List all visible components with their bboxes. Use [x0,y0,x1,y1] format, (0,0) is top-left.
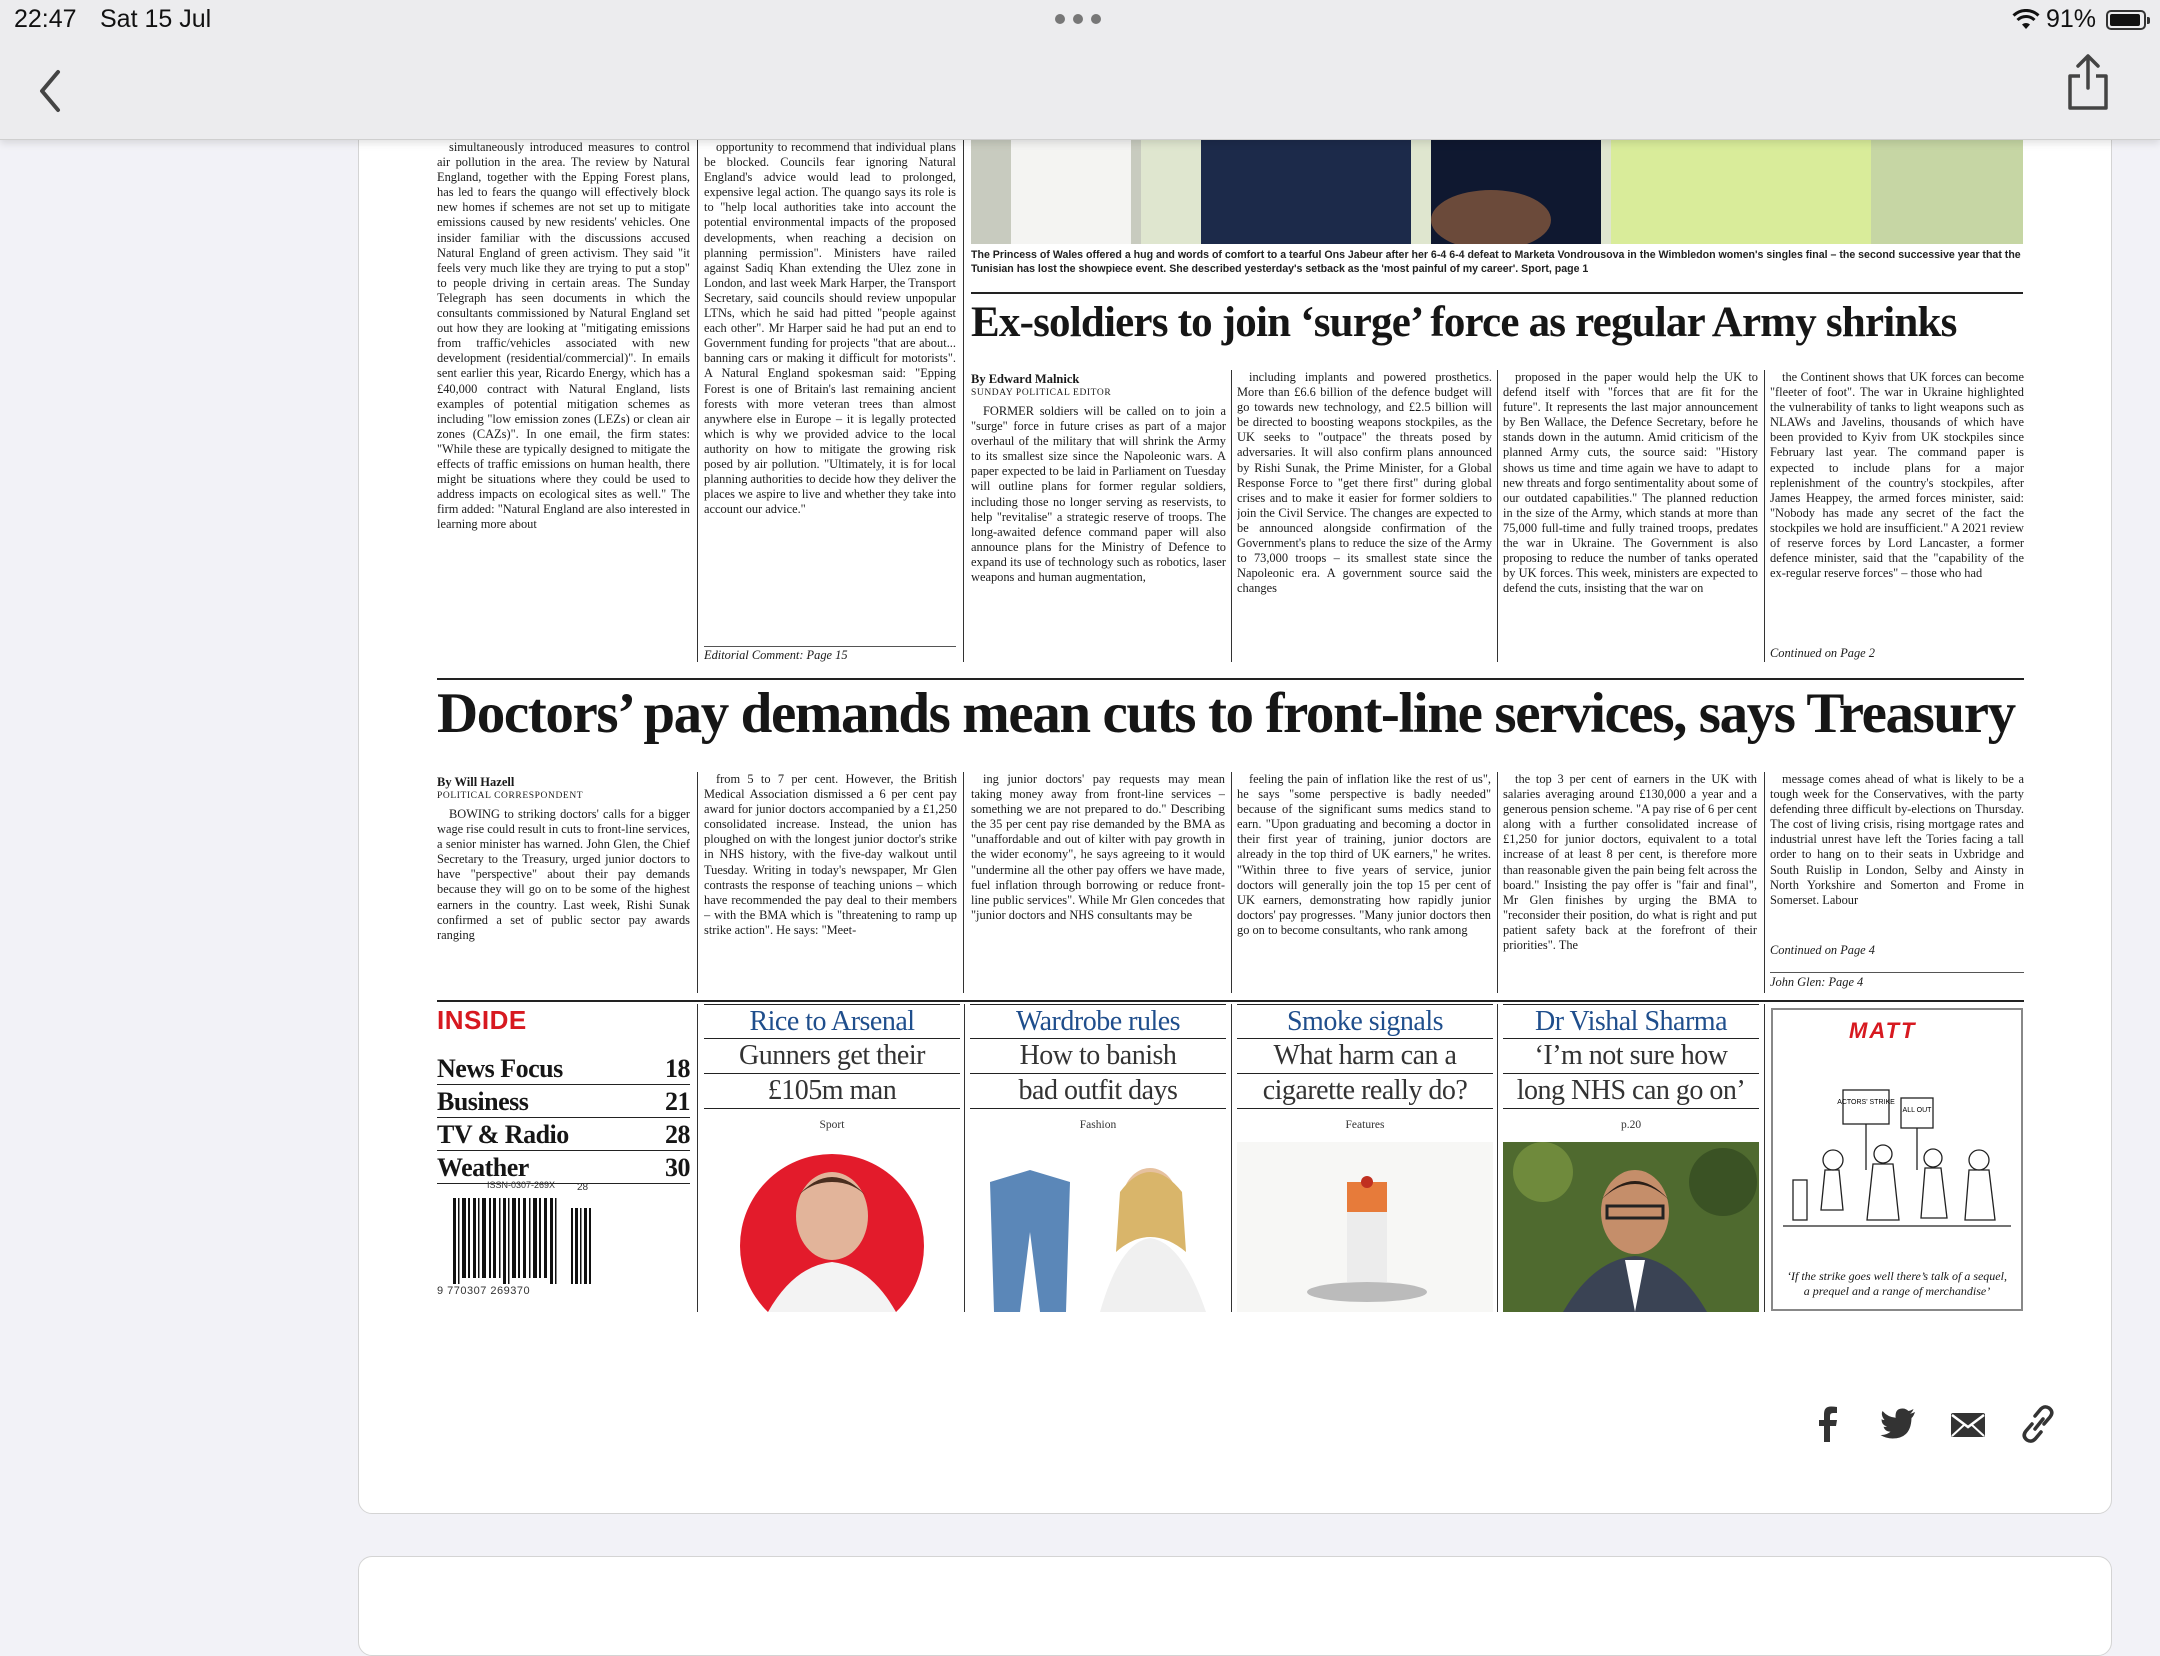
column-rule [697,1004,698,1312]
cartoon-artist: MATT [1849,1018,1917,1043]
link-icon[interactable] [2018,1404,2058,1444]
teaser-subtitle: cigarette really do? [1237,1073,1493,1109]
status-date: Sat 15 Jul [100,5,212,33]
status-indicators [2012,5,2146,34]
teaser-section: Sport [819,1119,845,1131]
column-rule [697,772,698,993]
twitter-icon[interactable] [1878,1404,1918,1444]
next-article-card [358,1556,2112,1656]
barcode [443,1198,603,1294]
john-glen-page-ref: John Glen: Page 4 [1770,972,2024,993]
army-continued-ref: Continued on Page 2 [1770,646,2024,662]
doctors-story-col6: message comes ahead of what is likely to be a tough week for the Conservatives, with the party defending three difficult by-elections on Thursday. The cost of living crisis, rising mortgage rates and industrial unrest have left the Tories facing a tall order to hang on to their seats in Uxbridge and South Ruislip in London, Selby and Ainsty in North Yorkshire and Somerton and Frome in Somerset. Labour [1770,772,2024,907]
inside-item[interactable]: TV & Radio 28 [437,1120,690,1149]
column-rule [1764,370,1765,662]
column-rule [963,772,964,993]
photo-caption: The Princess of Wales offered a hug and words of comfort to a tearful Ons Jabeur after her 6-4 6-4 defeat to Marketa Vondrousova in the Wimbledon women's singles final – the second successive year that the Tunisian has lost the showpiece event. She described yesterday's setback as the 'most painful of my career'. Sport, page 1 [971,249,2021,275]
column-rule [964,1004,965,1312]
teaser-sport[interactable] [704,1004,960,1312]
army-headline: Ex-soldiers to join ‘surge’ force as regular Army shrinks [971,292,2023,350]
cartoon-caption: ‘If the strike goes well there’s talk of a sequel, a prequel and a range of merchandise’ [1787,1269,2007,1298]
wimbledon-photo [971,140,2023,244]
inside-item[interactable]: Business 21 [437,1087,690,1116]
doctors-byline: By Will Hazell [437,775,515,789]
column-rule [1764,1004,1765,1312]
teaser-section: p.20 [1620,1119,1642,1131]
multitasking-dots-icon[interactable] [1055,14,1101,24]
doctors-story-col1: By Will Hazell POLITICAL CORRESPONDENT BOWING to striking doctors' calls for a bigger wage rise could result in cuts to front-line services, a senior minister has warned. John Glen, the Chief Secretary to the Treasury, urged junior doctors to have "perspective" about their pay demands because they will go on to be some of the highest earners in the country. Last week, Rishi Sunak confirmed a set of public sector pay awards ranging [437,775,690,942]
inside-contents-list [437,1052,690,1184]
doctors-continued-ref: Continued on Page 4 [1770,943,2024,959]
inside-item[interactable]: Weather 30 [437,1153,690,1182]
newspaper-front-page [437,140,2024,1312]
column-rule [1231,772,1232,993]
teaser-title: Wardrobe rules [1015,1006,1181,1037]
cartoon-drawing [1773,1050,2021,1250]
wifi-icon [2012,9,2040,31]
column-rule [1231,370,1232,662]
teaser-subtitle: long NHS can go on’ [1503,1073,1759,1109]
teaser-section: Features [1345,1119,1385,1131]
army-story-col4: the Continent shows that UK forces can become "fleeter of foot". The war in Ukraine highlighted the vulnerability of tanks to light weapons such as NLAWs and Javelins, thousands of which have been provided to Kyiv from UK stockpiles since February last year. The command paper is expected to include plans for a major replenishment of the country's stockpiles, after James Heappey, the armed forces minister, said: "Nobody has made any secret of the fact the stockpiles we hold are insufficient." A 2021 review of reserve forces by Lord Lancaster, a former defence minister, said that the "capability of the ex-regular reserve forces" – those who had [1770,370,2024,581]
column-rule [963,140,964,662]
column-rule [697,140,698,662]
barcode-number: 9 770307 269370 [437,1285,531,1297]
share-icon[interactable] [2064,52,2112,112]
teaser-photo [1237,1142,1493,1312]
cartoon-sign2: ALL OUT [1902,1107,1932,1114]
pollution-story-col2: opportunity to recommend that individual plans be blocked. Councils fear ignoring Natural England's advice would lead to prolonged, expensive legal action. The quango says its role is to "help local authorities take into account the potential environmental impacts of the proposed developments, when reaching a decision on planning permission". Ministers have railed against Sadiq Khan extending the Ulez zone in London, and last week Mark Harper, the Transport Secretary, said councils should review unpopular LTNs, which he said had pitted "people against each other". Mr Harper said he had put an end to Government funding for projects "that are about... banning cars or making it difficult for motorists". A Natural England spokesman said: "Epping Forest is one of Britain's last remaining ancient forests with more veteran trees than almost anywhere else in Europe – it is legally protected which is why we provided advice to the local authority on how to mitigate the growing risk posed by air pollution. "Ultimately, it is for local planning authorities to decide how they deliver the places we aspire to live and whether they take into account our advice." [704,140,956,517]
army-byline-role: SUNDAY POLITICAL EDITOR [971,388,1112,398]
doctors-byline-role: POLITICAL CORRESPONDENT [437,791,584,801]
column-rule [1497,1004,1498,1312]
column-rule [1764,772,1765,993]
teaser-features[interactable] [1237,1004,1493,1312]
teaser-subtitle: ‘I’m not sure how [1503,1038,1759,1073]
mail-icon[interactable] [1948,1404,1988,1444]
inside-title: INSIDE [437,1005,527,1035]
cartoon-sign1: ACTORS' STRIKE [1837,1099,1895,1106]
army-story-col1: By Edward Malnick SUNDAY POLITICAL EDITOR FORMER soldiers will be called on to join a "surge" force in future crises as part of a major overhaul of the military that will shrink the Army to its smallest size since the Napoleonic wars. A paper expected to be laid in Parliament on Tuesday will outline plans for former regular soldiers, including those no longer serving as reservists, to help "revitalise" a strategic reserve of troops. The long-awaited defence command paper will also announce plans for the Ministry of Defence to expand its use of technology such as robotics, laser weapons and human augmentation, [971,372,1226,585]
teaser-subtitle: bad outfit days [970,1073,1226,1109]
doctors-story-col2: from 5 to 7 per cent. However, the British Medical Association dismissed a 6 per cent pay award for junior doctors accompanied by a £1,250 consolidated increase. Instead, the union has ploughed on with the longest junior doctor's strike in NHS history, with the five-day walkout until Tuesday. Writing in today's newspaper, Mr Glen contrasts the response of teaching unions – which have recommended the pay deal to their members – with the BMA which is "threatening to ramp up strike action". He says: "Meet- [704,772,957,937]
teaser-title: Rice to Arsenal [749,1006,915,1037]
army-byline: By Edward Malnick [971,372,1080,386]
teaser-subtitle: What harm can a [1237,1038,1493,1073]
teaser-subtitle: £105m man [704,1073,960,1109]
battery-percent: 91% [2045,5,2096,33]
inside-item[interactable]: News Focus 18 [437,1054,690,1083]
teaser-subtitle: Gunners get their [704,1038,960,1073]
status-bar [0,0,2160,40]
issn-number: ISSN-0307-269X [487,1180,556,1190]
teaser-subtitle: How to banish [970,1038,1226,1073]
teaser-title: Dr Vishal Sharma [1535,1006,1727,1037]
status-time: 22:47 [14,5,77,33]
teaser-photo [704,1142,960,1312]
photo-image [971,140,2023,244]
back-chevron-icon[interactable] [30,66,70,116]
teaser-fashion[interactable] [970,1004,1226,1312]
battery-icon [2106,10,2146,30]
column-rule [1231,1004,1232,1312]
teaser-title: Smoke signals [1286,1006,1444,1037]
teaser-photo [1503,1142,1759,1312]
army-story-col3: proposed in the paper would help the UK to defend itself with "forces that are fit for the future". It represents the last major announcement by Ben Wallace, the Defence Secretary, before he stands down in the autumn. Amid criticism of the planned Army cuts, the source said: "History shows us time and time again we have to adapt to new threats and forgo sentimentality about some of our outdated capabilities." The planned reduction in the size of the Army, which stands at more than 75,000 full-time and fully trained troops, predates the war in Ukraine. The Government is also proposing to reduce the number of tanks operated by UK forces. This week, ministers are expected to defend the cuts, insisting that the war on [1503,370,1758,596]
editorial-comment-ref: Editorial Comment: Page 15 [704,646,956,662]
doctors-story-col3: ing junior doctors' pay requests may mean taking money away from front-line services – something we are not prepared to do." Describing the 35 per cent pay rise demanded by the BMA as "unaffordable and out of kilter with pay growth in the wider economy", he says agreeing to it would "undermine all the other pay offers we have made, fuel inflation through borrowing or reduce front-line public services". While Mr Glen concedes that "junior doctors and NHS consultants may be [971,772,1225,922]
doctors-story-col5: the top 3 per cent of earners in the UK with salaries averaging around £130,000 a year and a generous pension scheme. "A pay rise of 6 per cent along with a further consolidated increase of £1,250 for junior doctors, equivalent to a total increase of at least 8 per cent, is therefore more than reasonable given the pain being felt across the board." Insisting the pay offer is "fair and final", Mr Glen finishes by urging the BMA to "reconsider their position, do what is right and put patient safety back at the forefront of their priorities". The [1503,772,1757,953]
teaser-photo [970,1142,1226,1312]
doctors-headline: Doctors’ pay demands mean cuts to front-line services, says Treasury [437,678,2024,747]
matt-cartoon [1771,1008,2023,1311]
navigation-bar [0,0,2160,140]
section-rule [437,1000,2024,1002]
army-story-col2: including implants and powered prosthetics. More than £6.6 billion of the defence budget will go towards new technology, and £2.5 billion will be directed to boosting weapons stockpiles, as the UK seeks to "outpace" the threats posed by adversaries. It will also confirm plans announced by Rishi Sunak, the Prime Minister, for a Global Response Force to "get there first" during global crises and to make it easier for former soldiers to join the Civil Service. The changes are expected to be announced alongside confirmation of the Government's plans to reduce the size of the Army to 73,000 troops – its smallest state since the Napoleonic era. A government source said the changes [1237,370,1492,596]
column-rule [1497,370,1498,662]
teaser-dr-vishal-sharma[interactable] [1503,1004,1759,1312]
teaser-section: Fashion [1079,1119,1117,1131]
column-rule [1497,772,1498,993]
barcode-issue-number: 28 [577,1182,589,1193]
pollution-story-col1: simultaneously introduced measures to control air pollution in the area. The review by Natural England, together with the Epping Forest plans, has led to fears the quango will effectively block new homes if schemes are not set up to mitigate emissions caused by new residents' vehicles. One insider familiar with the discussions accused Natural England of green activism. They said "it feels very much like they are trying to put a stop" to people driving in certain areas. The Sunday Telegraph has seen documents in which the consultants commissioned by Natural England set out how they are looking at "mitigating emissions from traffic/vehicles associated with new development (residential/commercial)". In emails sent earlier this year, Ricardo Energy, which has a £40,000 contract with Natural England, lists examples of potential mitigation schemes as including "low emission zones (LEZs) or clean air zones (CAZs)". In one email, the firm states: "While these are typically designed to mitigate the effects of traffic emissions on human health, there might be situations where they could be used to address impacts on ecological sites as well." The firm added: "Natural England are also interested in learning more about [437,140,690,532]
facebook-icon[interactable] [1808,1404,1848,1444]
doctors-story-col4: feeling the pain of inflation like the rest of us", he says "some perspective is badly needed" because of the significant sums medics stand to earn. "Upon graduating and becoming a doctor in their first year of training, junior doctors are already in the top third of UK earners," he writes. "Within three to five years of service, junior doctors will generally join the top 15 per cent of UK earners, demonstrating how rapidly junior doctors' pay progresses. "Many junior doctors then go on to become consultants, who rank among [1237,772,1491,937]
